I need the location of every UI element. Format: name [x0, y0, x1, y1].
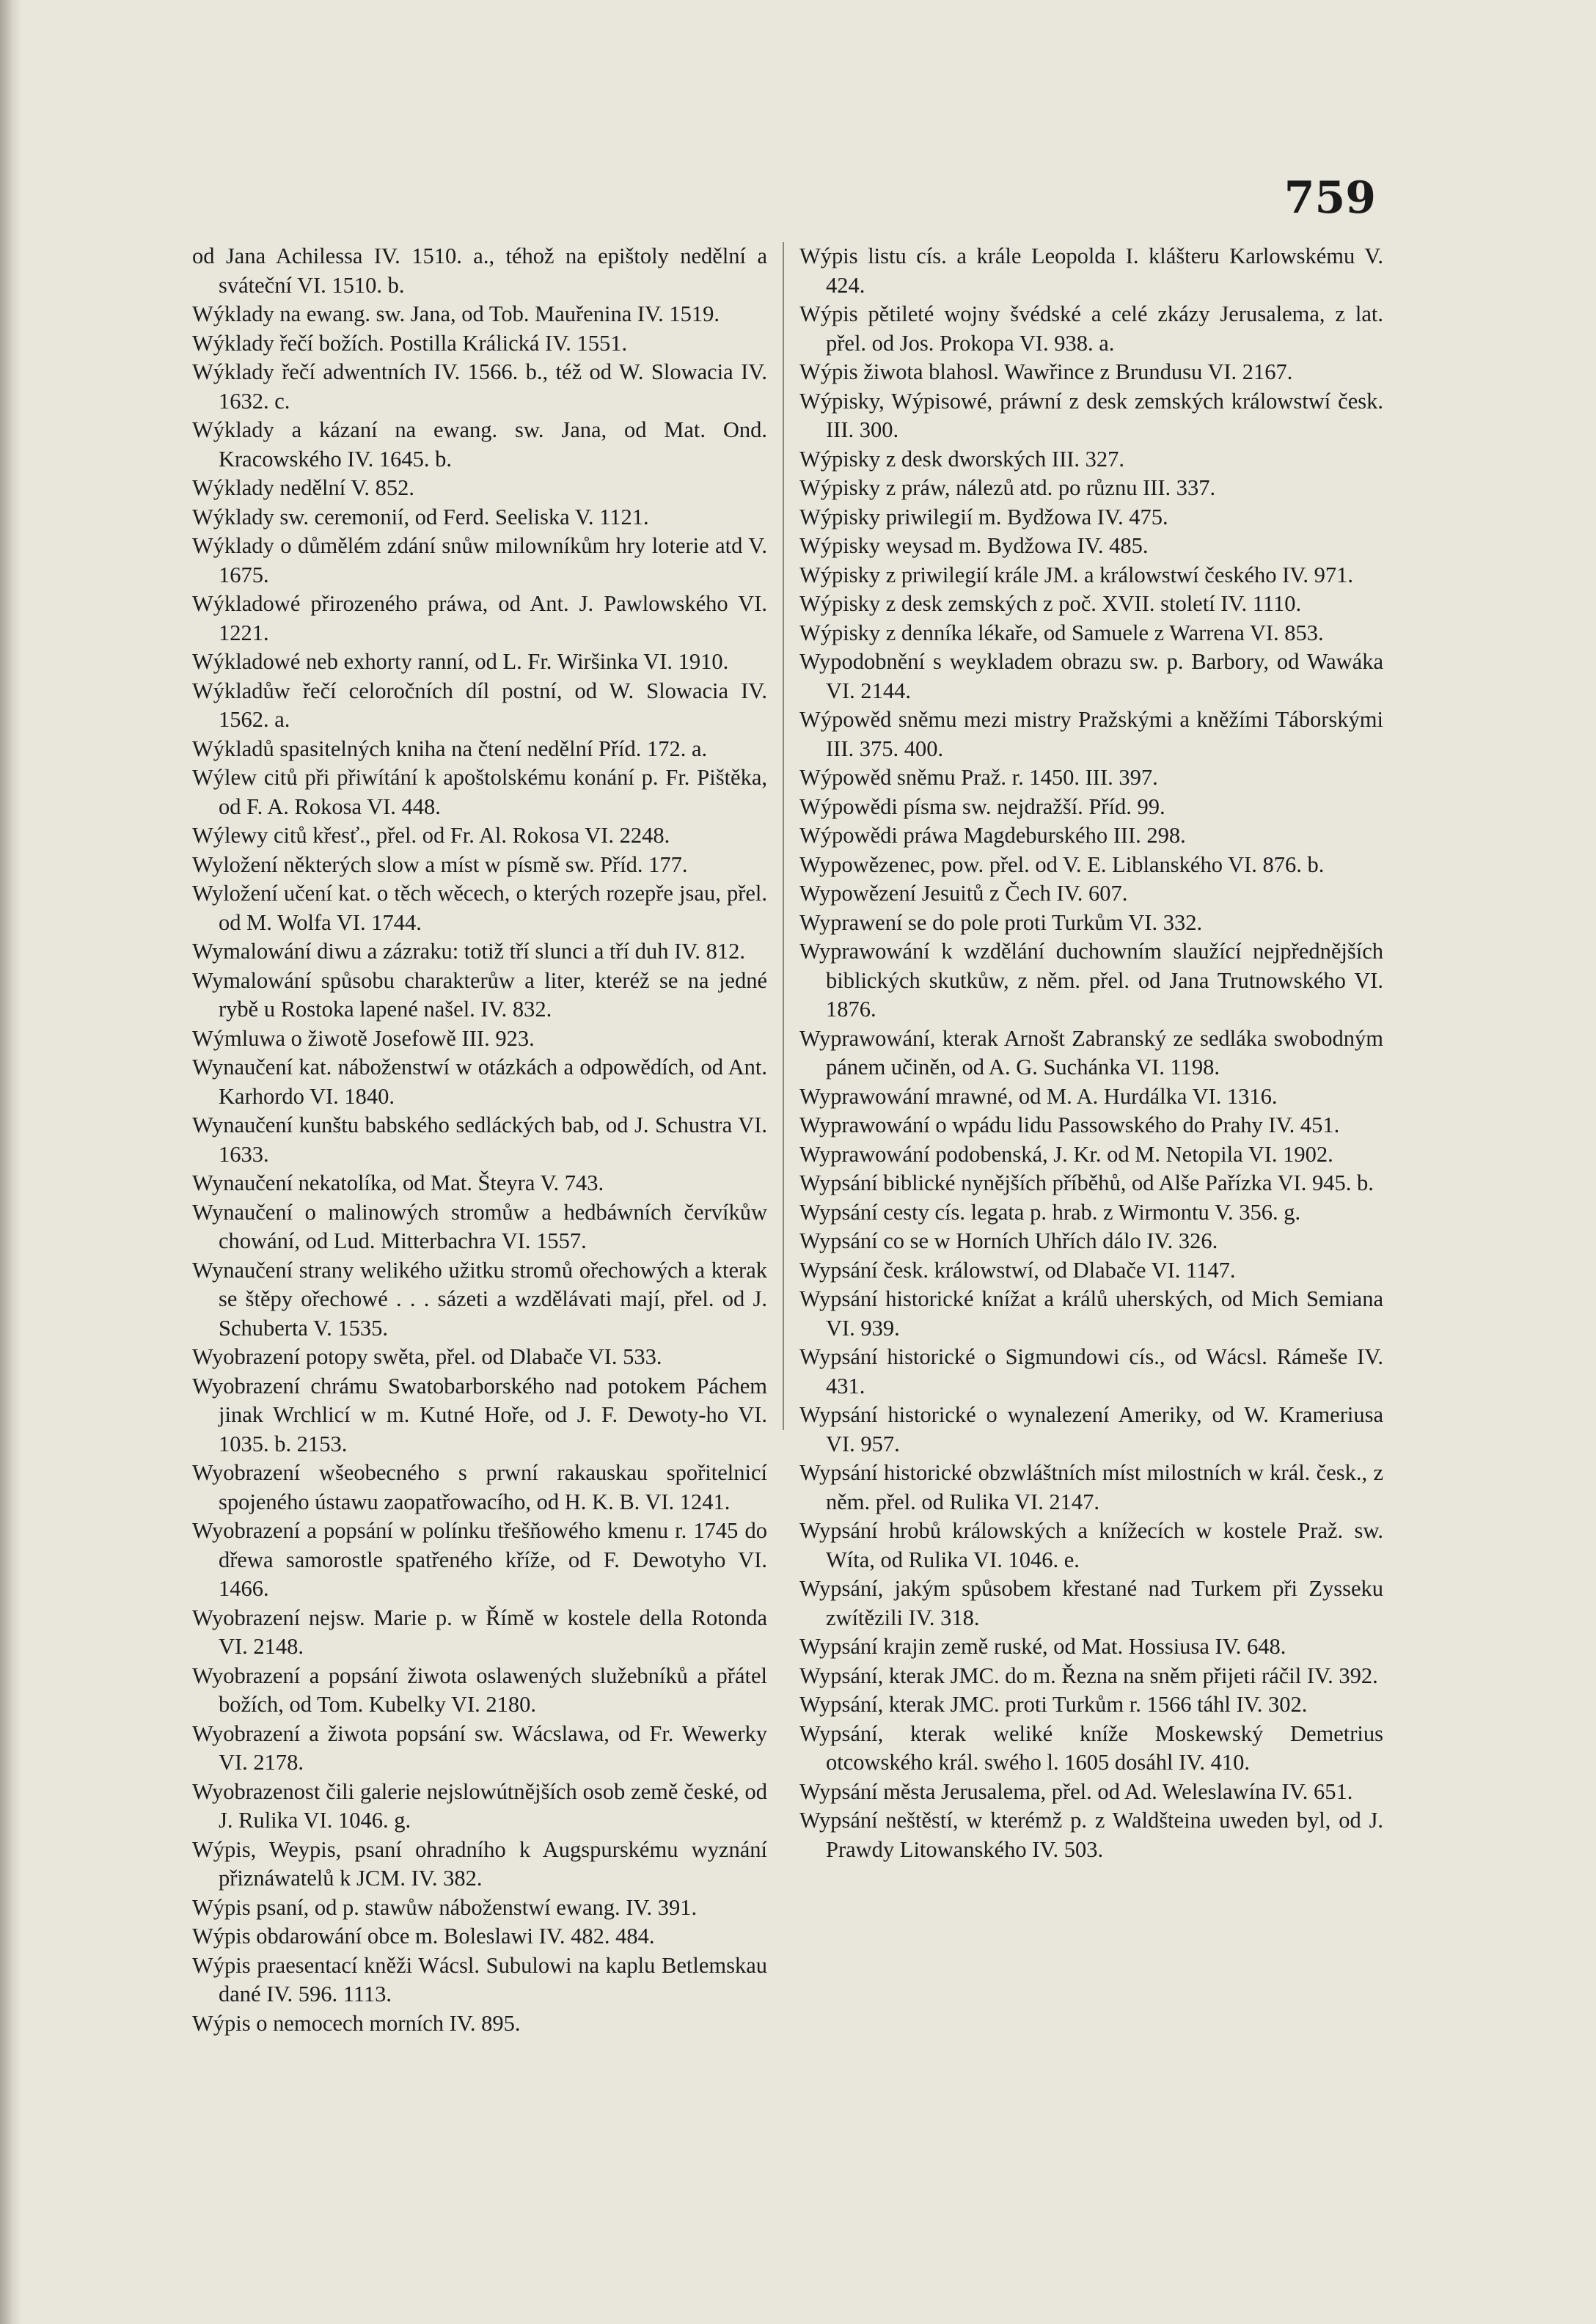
column-divider	[783, 242, 784, 1430]
index-entry: Wýpisky z denníka lékaře, od Samuele z Warrena VI. 853.	[799, 620, 1324, 645]
index-entry: Wyobrazení nejsw. Marie p. w Římě w kostele della Rotonda VI. 2148.	[192, 1605, 767, 1659]
index-entry: Wýklady řečí adwentních IV. 1566. b., též od W. Slowacia IV. 1632. c.	[192, 359, 767, 414]
index-entry: Wypsání historické o wynalezení Ameriky, od W. Krameriusa VI. 957.	[799, 1402, 1383, 1456]
index-entry: Wypsání, kterak weliké kníže Moskewský Demetrius otcowského král. swého l. 1605 dosáhl IV. 410.	[799, 1720, 1383, 1775]
index-entry: Wynaučení kunštu babského sedláckých bab, od J. Schustra VI. 1633.	[192, 1112, 767, 1167]
index-entry: Wýklady a kázaní na ewang. sw. Jana, od Mat. Ond. Kracowského IV. 1645. b.	[192, 417, 767, 472]
index-entry: Wýkladowé přirozeného práwa, od Ant. J. Pawlowského VI. 1221.	[192, 591, 767, 645]
index-entry: Wymalowání spůsobu charakterůw a liter, kteréž se na jedné rybě u Rostoka lapené našel. IV. 832.	[192, 967, 767, 1022]
index-entry: Wyprawowání podobenská, J. Kr. od M. Netopila VI. 1902.	[799, 1141, 1333, 1167]
index-entry: Wynaučení kat. náboženstwí w otázkách a odpowědích, od Ant. Karhordo VI. 1840.	[192, 1055, 767, 1109]
index-entry: Wyobrazení chrámu Swatobarborského nad potokem Páchem jinak Wrchlicí w m. Kutné Hoře, od J. F. Dewoty-ho VI. 1035. b. 2153.	[192, 1373, 767, 1456]
index-entry: Wypsání historické obzwláštních míst milostních w král. česk., z něm. přel. od Rulika VI. 2147.	[799, 1460, 1383, 1514]
index-entry: Wyložení učení kat. o těch wěcech, o kterých rozepře jsau, přel. od M. Wolfa VI. 1744.	[192, 881, 767, 935]
index-entry: Wyložení některých slow a míst w písmě sw. Příd. 177.	[192, 851, 688, 877]
index-entry: Wyobrazenost čili galerie nejslowútnějších osob země české, od J. Rulika VI. 1046. g.	[192, 1778, 767, 1833]
index-entry: Wýpis listu cís. a krále Leopolda I. klášteru Karlowskému V. 424.	[799, 243, 1383, 298]
index-entry: Wypsání co se w Horních Uhřích dálo IV. 326.	[799, 1228, 1218, 1253]
index-entry: Wypsání, kterak JMC. proti Turkům r. 1566 táhl IV. 302.	[799, 1692, 1308, 1717]
right-column	[799, 242, 1383, 1864]
index-entry: Wýpis pětileté wojny švédské a celé zkázy Jerusalema, z lat. přel. od Jos. Prokopa VI. 938. a.	[799, 301, 1383, 356]
index-entry: Wýpowědi práwa Magdeburského III. 298.	[799, 823, 1186, 848]
index-entry: Wypsání biblické nynějších příběhů, od Alše Pařízka VI. 945. b.	[799, 1170, 1374, 1195]
index-entry: Wypsání historické o Sigmundowi cís., od Wácsl. Rámeše IV. 431.	[799, 1344, 1383, 1399]
index-entry: Wýpisky z desk dworských III. 327.	[799, 446, 1125, 472]
index-entry: Wýklady na ewang. sw. Jana, od Tob. Mauřenina IV. 1519.	[192, 301, 720, 326]
page-number: 759	[1284, 172, 1376, 224]
index-entry: Wýkladů spasitelných kniha na čtení nedělní Příd. 172. a.	[192, 736, 708, 761]
index-entry: Wypsání krajin země ruské, od Mat. Hossiusa IV. 648.	[799, 1634, 1286, 1659]
index-entry: Wypsání historické knížat a králů uherských, od Mich Semiana VI. 939.	[799, 1286, 1383, 1341]
index-entry: od Jana Achilessa IV. 1510. a., téhož na epištoly nedělní a sváteční VI. 1510. b.	[192, 243, 767, 298]
index-entry: Wýlewy citů křesť., přel. od Fr. Al. Rokosa VI. 2248.	[192, 823, 670, 848]
index-entry: Wymalowání diwu a zázraku: totiž tří slunci a tří duh IV. 812.	[192, 939, 745, 964]
index-entry: Wýpisky z priwilegií krále JM. a králowstwí českého IV. 971.	[799, 562, 1354, 587]
index-entry: Wypsání, kterak JMC. do m. Řezna na sněm přijeti ráčil IV. 392.	[799, 1663, 1378, 1688]
index-entry: Wýpisky priwilegií m. Bydžowa IV. 475.	[799, 504, 1168, 529]
index-entry: Wýpowěd sněmu Praž. r. 1450. III. 397.	[799, 765, 1158, 790]
index-entry: Wyobrazení wšeobecného s prwní rakauskau spořitelnicí spojeného ústawu zaopatřowacího, od H. K. B. VI. 1241.	[192, 1460, 767, 1514]
index-entry: Wýklady řečí božích. Postilla Králická IV. 1551.	[192, 330, 628, 356]
index-entry: Wýpowědi písma sw. nejdražší. Příd. 99.	[799, 793, 1165, 819]
index-entry: Wýpisky z desk zemských z poč. XVII. století IV. 1110.	[799, 591, 1302, 616]
index-entry: Wynaučení nekatolíka, od Mat. Šteyra V. 743.	[192, 1170, 604, 1195]
index-entry: Wyprawowání o wpádu lidu Passowského do Prahy IV. 451.	[799, 1112, 1340, 1137]
index-entry: Wypsání města Jerusalema, přel. od Ad. Weleslawína IV. 651.	[799, 1778, 1353, 1804]
index-entry: Wýpis praesentací kněži Wácsl. Subulowi na kaplu Betlemskau dané IV. 596. 1113.	[192, 1952, 767, 2006]
index-entry: Wýklady sw. ceremonií, od Ferd. Seeliska V. 1121.	[192, 504, 649, 529]
index-entry: Wyprawowání, kterak Arnošt Zabranský ze sedláka swobodným pánem učiněn, od A. G. Suchánka VI. 1198.	[799, 1025, 1383, 1079]
index-entry: Wýlew citů při přiwítání k apoštolskému konání p. Fr. Pištěka, od F. A. Rokosa VI. 448.	[192, 765, 767, 819]
index-entry: Wýklady nedělní V. 852.	[192, 475, 414, 500]
index-entry: Wypsání česk. králowstwí, od Dlabače VI. 1147.	[799, 1257, 1236, 1283]
index-entry: Wýmluwa o žiwotě Josefowě III. 923.	[192, 1025, 535, 1051]
index-entry: Wypowězenec, pow. přel. od V. E. Liblanského VI. 876. b.	[799, 851, 1325, 877]
index-entry: Wyprawowání mrawné, od M. A. Hurdálka VI. 1316.	[799, 1083, 1278, 1109]
index-entry: Wynaučení strany welikého užitku stromů ořechowých a kterak se štěpy ořechowé . . . sázeti a wzdělávati mají, přel. od J. Schuberta V. 1535.	[192, 1257, 767, 1341]
index-entry: Wýpis žiwota blahosl. Wawřince z Brundusu VI. 2167.	[799, 359, 1293, 384]
index-entry: Wýpisky, Wýpisowé, práwní z desk zemských králowstwí česk. III. 300.	[799, 388, 1383, 442]
index-entry: Wyobrazení potopy swěta, přel. od Dlabače VI. 533.	[192, 1344, 662, 1369]
index-entry: Wypowězení Jesuitů z Čech IV. 607.	[799, 881, 1128, 906]
index-entry: Wyobrazení a žiwota popsání sw. Wácslawa, od Fr. Wewerky VI. 2178.	[192, 1720, 767, 1775]
index-entry: Wyprawowání k wzdělání duchowním slaužící nejpřednějších biblických skutkůw, z něm. přel. od Jana Trutnowského VI. 1876.	[799, 939, 1383, 1022]
left-column	[192, 242, 767, 2038]
index-entry: Wýpisky weysad m. Bydžowa IV. 485.	[799, 533, 1149, 558]
index-entry: Wýpis o nemocech morních IV. 895.	[192, 2010, 521, 2036]
page-gutter-shadow	[0, 0, 22, 2324]
index-entry: Wypsání cesty cís. legata p. hrab. z Wirmontu V. 356. g.	[799, 1199, 1301, 1225]
index-entry: Wypodobnění s weykladem obrazu sw. p. Barbory, od Wawáka VI. 2144.	[799, 649, 1383, 703]
index-entry: Wýkladůw řečí celoročních díl postní, od W. Slowacia IV. 1562. a.	[192, 678, 767, 732]
index-entry: Wýkladowé neb exhorty ranní, od L. Fr. Wiršinka VI. 1910.	[192, 649, 729, 674]
index-entry: Wyprawení se do pole proti Turkům VI. 332.	[799, 909, 1203, 935]
index-entry: Wyobrazení a popsání žiwota oslawených služebníků a přátel božích, od Tom. Kubelky VI. 2180.	[192, 1663, 767, 1717]
index-entry: Wyobrazení a popsání w polínku třešňowého kmenu r. 1745 do dřewa samorostle spatřeného kříže, od F. Dewotyho VI. 1466.	[192, 1518, 767, 1601]
index-entry: Wypsání neštěstí, w kterémž p. z Waldšteina uweden byl, od J. Prawdy Litowanského IV. 503.	[799, 1808, 1383, 1862]
index-entry: Wynaučení o malinowých stromůw a hedbáwních červíkůw chowání, od Lud. Mitterbachra VI. 1557.	[192, 1199, 767, 1253]
index-entry: Wýpis obdarowání obce m. Boleslawi IV. 482. 484.	[192, 1924, 655, 1949]
index-entry: Wypsání hrobů králowských a knížecích w kostele Praž. sw. Wíta, od Rulika VI. 1046. e.	[799, 1518, 1383, 1572]
index-entry: Wýpis psaní, od p. stawůw náboženstwí ewang. IV. 391.	[192, 1894, 698, 1920]
index-entry: Wýpowěd sněmu mezi mistry Pražskými a kněžími Táborskými III. 375. 400.	[799, 707, 1383, 761]
index-entry: Wýpisky z práw, nálezů atd. po různu III. 337.	[799, 475, 1216, 500]
index-entry: Wýpis, Weypis, psaní ohradního k Augspurskému wyznání přiznáwatelů k JCM. IV. 382.	[192, 1836, 767, 1891]
index-entry: Wypsání, jakým spůsobem křestané nad Turkem při Zysseku zwítězili IV. 318.	[799, 1576, 1383, 1630]
index-entry: Wýklady o důmělém zdání snůw milowníkům hry loterie atd V. 1675.	[192, 533, 767, 587]
